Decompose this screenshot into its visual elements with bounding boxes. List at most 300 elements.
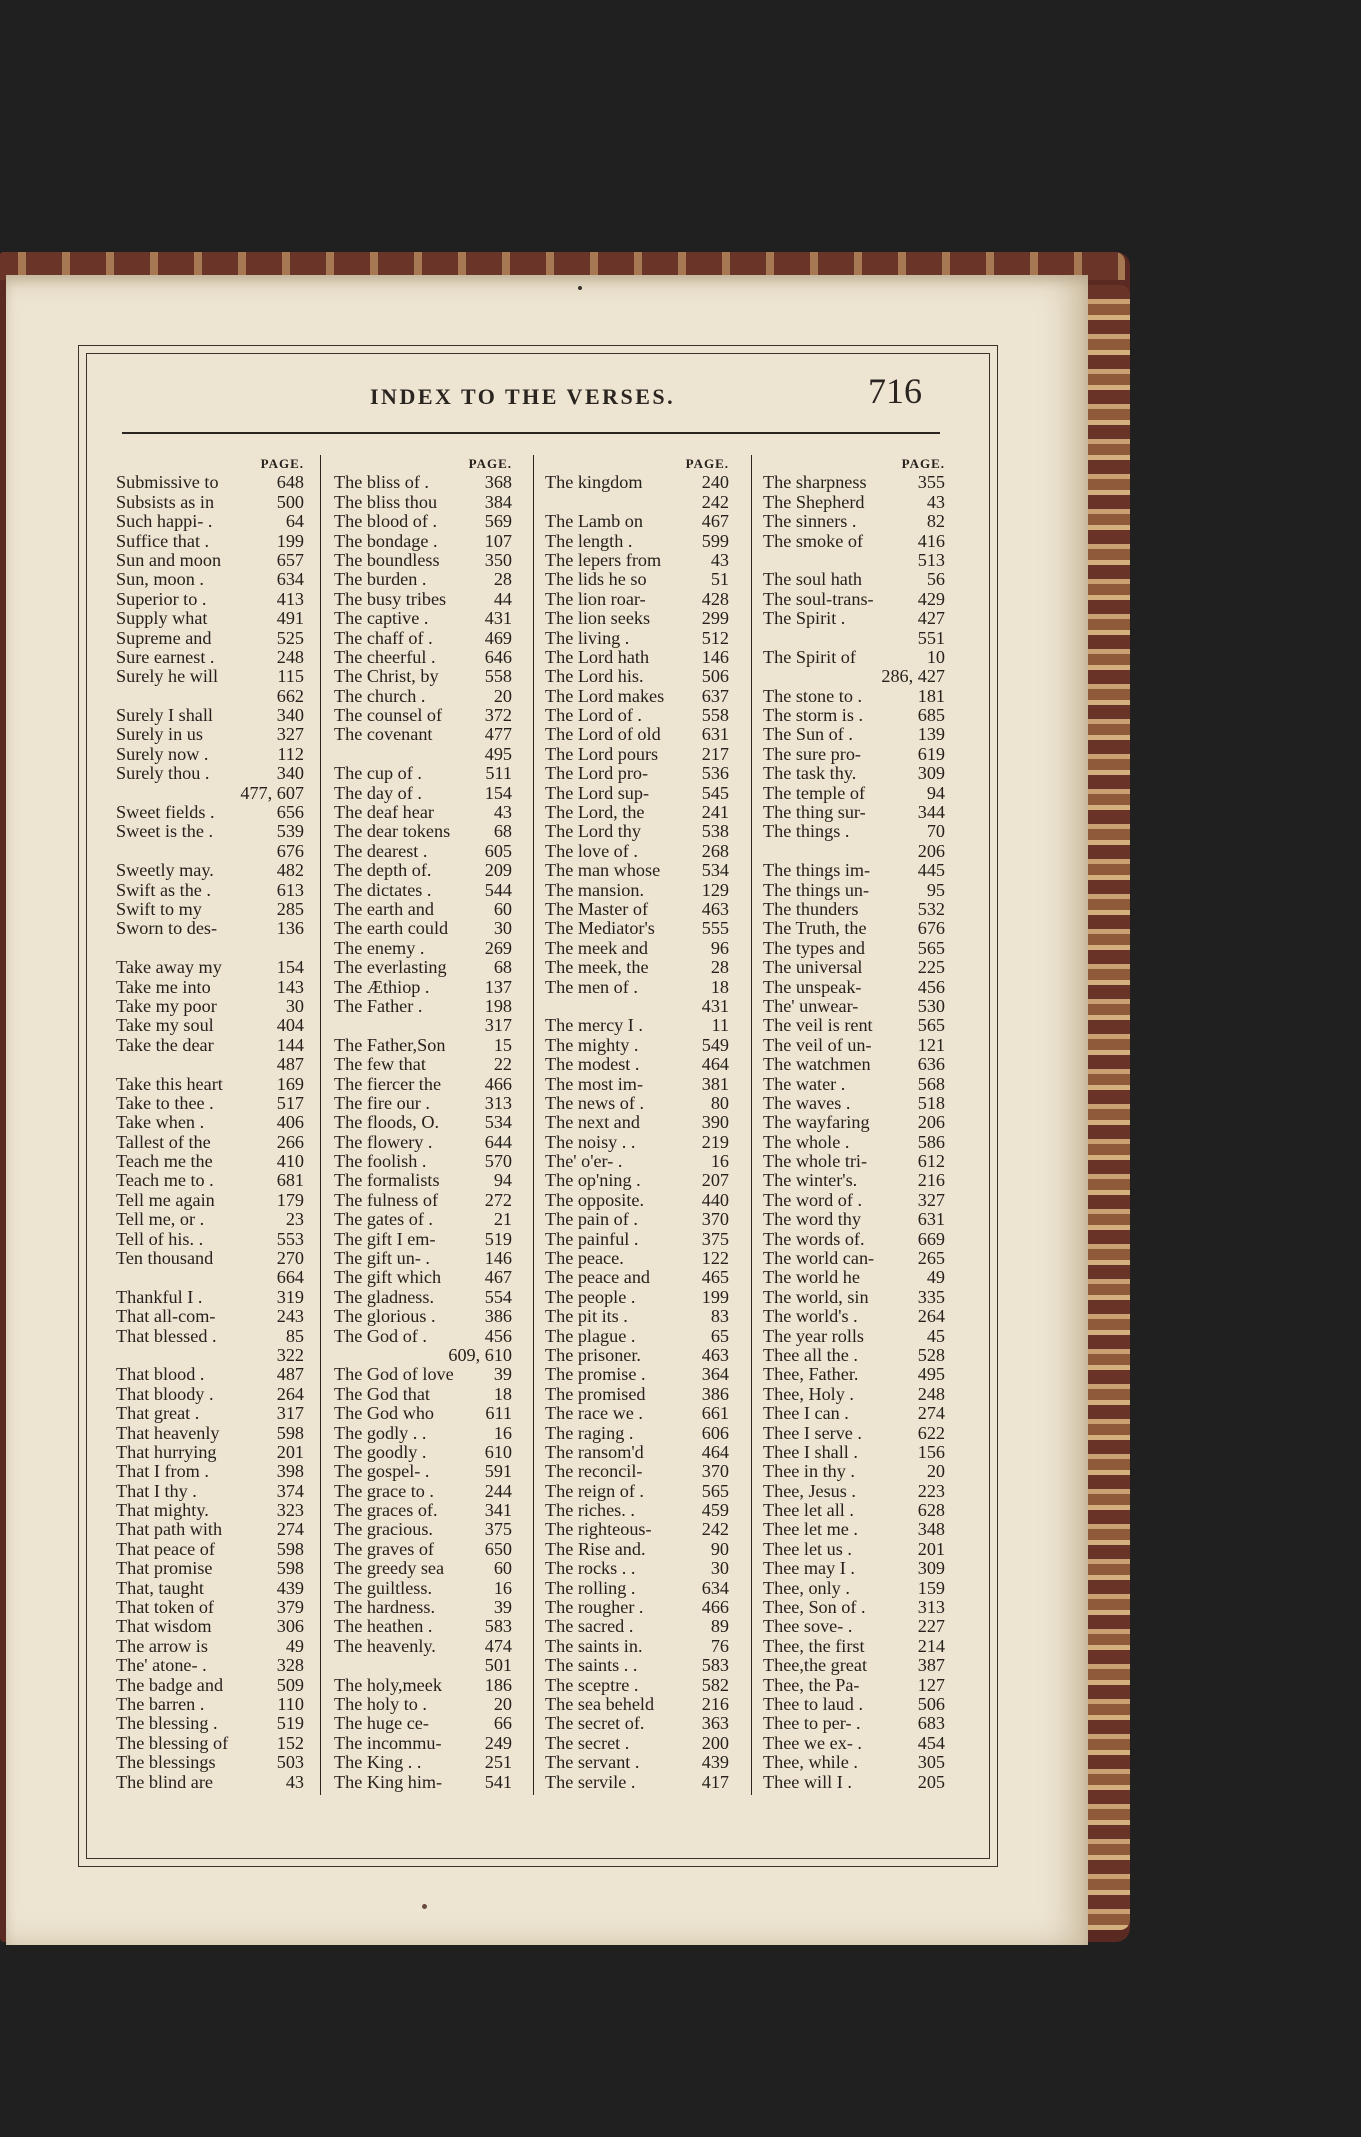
- entry-page: 534: [701, 860, 729, 881]
- index-entry: [116, 706, 304, 725]
- entry-first-line: The burden .: [334, 569, 427, 590]
- entry-page: 583: [701, 1655, 729, 1676]
- entry-first-line: That path with: [116, 1519, 223, 1540]
- entry-first-line: The busy tribes: [334, 588, 447, 609]
- index-entry: [116, 1520, 304, 1539]
- index-entry: [116, 803, 304, 822]
- entry-page: 22: [493, 1054, 512, 1075]
- entry-first-line: The day of .: [334, 782, 422, 803]
- entry-page: 44: [493, 588, 512, 609]
- entry-first-line: The word thy: [763, 1209, 861, 1230]
- entry-page: 598: [276, 1538, 304, 1559]
- entry-first-line: Superior to .: [116, 588, 207, 609]
- entry-first-line: Swift as the .: [116, 879, 211, 900]
- entry-page: 386: [701, 1383, 729, 1404]
- entry-page: 586: [917, 1131, 945, 1152]
- index-entry: [763, 958, 945, 977]
- entry-first-line: Thee, the first: [763, 1635, 865, 1656]
- entry-page: 532: [917, 898, 945, 919]
- index-entry: [334, 1598, 512, 1617]
- entry-first-line: The next and: [545, 1112, 640, 1133]
- entry-page: 431: [484, 608, 512, 629]
- index-entry: [116, 764, 304, 783]
- index-entry: [116, 570, 304, 589]
- entry-first-line: Thee, the Pa-: [763, 1674, 860, 1695]
- entry-page: 10: [926, 646, 945, 667]
- entry-page: 506: [917, 1694, 945, 1714]
- entry-page: 464: [701, 1441, 729, 1462]
- index-entry: [334, 1462, 512, 1481]
- entry-page: 669: [917, 1228, 945, 1249]
- index-entry: [545, 1094, 729, 1113]
- index-entry: [763, 1094, 945, 1113]
- entry-page: 506: [701, 666, 729, 687]
- index-entry: [545, 1540, 729, 1559]
- entry-first-line: The men of .: [545, 976, 638, 997]
- entry-page: 541: [484, 1771, 512, 1792]
- entry-page: 622: [917, 1422, 945, 1443]
- entry-page: 683: [917, 1713, 945, 1734]
- index-entry: [334, 1191, 512, 1210]
- index-entry: [545, 1191, 729, 1210]
- entry-page: 243: [276, 1306, 304, 1327]
- entry-first-line: Surely thou .: [116, 763, 210, 784]
- entry-first-line: The Lord pours: [545, 743, 659, 764]
- column-divider: [320, 455, 321, 1795]
- index-entry: [545, 1676, 729, 1695]
- index-entry: [545, 590, 729, 609]
- entry-first-line: Sweet fields .: [116, 802, 215, 823]
- entry-first-line: Surely in us: [116, 724, 203, 745]
- entry-first-line: The meek, the: [545, 957, 649, 978]
- entry-first-line: The reconcil-: [545, 1461, 643, 1482]
- entry-first-line: The enemy .: [334, 937, 425, 958]
- entry-first-line: The hardness.: [334, 1597, 436, 1618]
- index-entry: [334, 958, 512, 977]
- entry-page: 545: [701, 782, 729, 803]
- entry-first-line: Supreme and: [116, 627, 212, 648]
- index-entry: [763, 532, 945, 551]
- index-entry: [763, 1191, 945, 1210]
- entry-page: 549: [701, 1034, 729, 1055]
- entry-continuation-pages: 676: [276, 840, 304, 861]
- index-entry: [545, 512, 729, 531]
- entry-first-line: The sceptre .: [545, 1674, 639, 1695]
- entry-page: 491: [276, 608, 304, 629]
- entry-page: 207: [701, 1170, 729, 1191]
- index-entry: [545, 609, 729, 628]
- entry-page: 306: [276, 1616, 304, 1637]
- index-entry: [763, 1152, 945, 1171]
- entry-first-line: The saints in.: [545, 1635, 643, 1656]
- entry-page: 340: [276, 763, 304, 784]
- entry-page: 49: [285, 1635, 304, 1656]
- index-entry: [116, 473, 304, 492]
- entry-page: 344: [917, 802, 945, 823]
- entry-first-line: The King . .: [334, 1752, 422, 1773]
- entry-page: 94: [493, 1170, 512, 1191]
- index-entry: [116, 1094, 304, 1113]
- index-entry: [116, 1230, 304, 1249]
- entry-page: 328: [276, 1655, 304, 1676]
- index-entry: [545, 1714, 729, 1733]
- entry-first-line: The year rolls: [763, 1325, 864, 1346]
- entry-page: 570: [484, 1151, 512, 1172]
- entry-page: 152: [276, 1732, 304, 1753]
- entry-first-line: Ten thousand: [116, 1248, 214, 1269]
- index-entry: [334, 1617, 512, 1636]
- entry-page: 28: [493, 569, 512, 590]
- entry-page: 137: [484, 976, 512, 997]
- index-entry: [545, 1346, 729, 1365]
- entry-first-line: The Spirit of: [763, 646, 856, 667]
- entry-page: 200: [701, 1732, 729, 1753]
- entry-page: 500: [276, 491, 304, 512]
- entry-page: 272: [484, 1189, 512, 1210]
- index-entry: [116, 1773, 304, 1792]
- entry-first-line: The thing sur-: [763, 802, 866, 823]
- entry-page: 21: [493, 1209, 512, 1230]
- index-entry: [545, 939, 729, 958]
- index-entry: [116, 1734, 304, 1753]
- index-entry: [545, 1075, 729, 1094]
- entry-page: 410: [276, 1151, 304, 1172]
- entry-page: 370: [701, 1461, 729, 1482]
- entry-page: 509: [276, 1674, 304, 1695]
- entry-page: 387: [917, 1655, 945, 1676]
- entry-continuation-pages: 487: [276, 1054, 304, 1075]
- entry-first-line: The words of.: [763, 1228, 865, 1249]
- entry-first-line: The gospel- .: [334, 1461, 430, 1482]
- index-entry: [763, 764, 945, 783]
- index-entry: [334, 1404, 512, 1423]
- entry-first-line: The arrow is: [116, 1635, 208, 1656]
- entry-page: 18: [710, 976, 729, 997]
- entry-page: 112: [277, 743, 304, 764]
- entry-first-line: The rougher .: [545, 1597, 644, 1618]
- entry-first-line: Tell me, or .: [116, 1209, 205, 1230]
- entry-first-line: The graves of: [334, 1538, 434, 1559]
- entry-page: 634: [276, 569, 304, 590]
- entry-first-line: Thee will I .: [763, 1771, 852, 1792]
- entry-page: 39: [493, 1364, 512, 1385]
- entry-first-line: The task thy.: [763, 763, 857, 784]
- entry-page: 15: [493, 1034, 512, 1055]
- index-entry: [334, 473, 512, 492]
- entry-page: 327: [276, 724, 304, 745]
- entry-page: 569: [484, 511, 512, 532]
- entry-first-line: That I from .: [116, 1461, 209, 1482]
- entry-first-line: Sun, moon .: [116, 569, 204, 590]
- index-entry: [334, 1327, 512, 1346]
- index-entry: [334, 687, 512, 706]
- entry-first-line: The Æthiop .: [334, 976, 430, 997]
- entry-page: 648: [276, 472, 304, 493]
- entry-first-line: Sun and moon: [116, 549, 222, 570]
- entry-first-line: That wisdom: [116, 1616, 212, 1637]
- entry-first-line: Thee I serve .: [763, 1422, 862, 1443]
- index-entry: [763, 1346, 945, 1365]
- entry-page: 30: [493, 918, 512, 939]
- gilded-fore-edge: [1088, 285, 1130, 1930]
- entry-first-line: Thee, Father.: [763, 1364, 859, 1385]
- entry-page: 270: [276, 1248, 304, 1269]
- entry-page: 199: [701, 1286, 729, 1307]
- entry-page: 568: [917, 1073, 945, 1094]
- entry-first-line: The chaff of .: [334, 627, 433, 648]
- letter-gap: [116, 939, 304, 958]
- index-entry: [763, 687, 945, 706]
- entry-page: 146: [484, 1248, 512, 1269]
- column-divider: [533, 455, 534, 1795]
- entry-first-line: The Master of: [545, 898, 649, 919]
- entry-page: 558: [701, 705, 729, 726]
- index-entry: [334, 1365, 512, 1384]
- index-entry: [116, 1404, 304, 1423]
- entry-first-line: Thee we ex- .: [763, 1732, 862, 1753]
- entry-page: 610: [484, 1441, 512, 1462]
- entry-first-line: The world can-: [763, 1248, 875, 1269]
- entry-first-line: The plague .: [545, 1325, 636, 1346]
- entry-first-line: That hurrying: [116, 1441, 217, 1462]
- index-entry: [763, 1075, 945, 1094]
- entry-page: 43: [710, 549, 729, 570]
- entry-first-line: That, taught: [116, 1577, 204, 1598]
- index-entry: [116, 551, 304, 570]
- entry-page: 445: [917, 860, 945, 881]
- entry-first-line: The thunders: [763, 898, 859, 919]
- index-entry: [545, 842, 729, 861]
- index-entry: [763, 1637, 945, 1656]
- index-entry: [334, 1676, 512, 1695]
- entry-page: 30: [710, 1558, 729, 1579]
- entry-page: 89: [710, 1616, 729, 1637]
- index-entry: [334, 764, 512, 783]
- entry-page: 144: [276, 1034, 304, 1055]
- entry-first-line: That promise: [116, 1558, 213, 1579]
- entry-page: 636: [917, 1054, 945, 1075]
- entry-page: 16: [710, 1151, 729, 1172]
- index-entry: [116, 609, 304, 628]
- entry-first-line: The fulness of: [334, 1189, 439, 1210]
- entry-first-line: The opposite.: [545, 1189, 645, 1210]
- index-entry: [763, 1462, 945, 1481]
- index-entry: [545, 1133, 729, 1152]
- entry-first-line: That peace of: [116, 1538, 215, 1559]
- index-entry: [334, 939, 512, 958]
- entry-first-line: The Spirit .: [763, 608, 846, 629]
- entry-page: 309: [917, 1558, 945, 1579]
- entry-first-line: The Mediator's: [545, 918, 655, 939]
- entry-first-line: Thee may I .: [763, 1558, 855, 1579]
- index-entry: [545, 1579, 729, 1598]
- entry-first-line: The gracious.: [334, 1519, 433, 1540]
- entry-page: 634: [701, 1577, 729, 1598]
- index-entry: [116, 1075, 304, 1094]
- entry-first-line: The Lord makes: [545, 685, 665, 706]
- index-entry: [763, 570, 945, 589]
- index-entry: [545, 1520, 729, 1539]
- entry-page: 143: [276, 976, 304, 997]
- entry-page: 186: [484, 1674, 512, 1695]
- index-entry: [545, 1307, 729, 1326]
- index-entry: [334, 1113, 512, 1132]
- index-entry: [763, 997, 945, 1016]
- index-entry: [545, 1288, 729, 1307]
- entry-first-line: The prisoner.: [545, 1344, 641, 1365]
- index-entry: [334, 1520, 512, 1539]
- entry-page: 83: [710, 1306, 729, 1327]
- entry-page: 82: [926, 511, 945, 532]
- entry-first-line: The temple of: [763, 782, 866, 803]
- entry-page: 482: [276, 860, 304, 881]
- index-entry: [545, 1482, 729, 1501]
- entry-first-line: Thee in thy .: [763, 1461, 855, 1482]
- entry-page: 416: [917, 530, 945, 551]
- entry-first-line: The pit its .: [545, 1306, 628, 1327]
- entry-first-line: The promised: [545, 1383, 646, 1404]
- index-entry: [334, 551, 512, 570]
- entry-first-line: The blessing .: [116, 1713, 218, 1734]
- index-entry: [334, 493, 512, 512]
- entry-first-line: Thee to laud .: [763, 1694, 863, 1714]
- entry-first-line: That token of: [116, 1597, 214, 1618]
- index-entry: [763, 512, 945, 531]
- entry-first-line: Thankful I .: [116, 1286, 203, 1307]
- entry-page: 248: [917, 1383, 945, 1404]
- entry-page: 264: [276, 1383, 304, 1404]
- entry-first-line: The secret .: [545, 1732, 630, 1753]
- index-entry: [545, 900, 729, 919]
- entry-page: 107: [484, 530, 512, 551]
- entry-page: 406: [276, 1112, 304, 1133]
- entry-first-line: The Lord pro-: [545, 763, 649, 784]
- entry-first-line: The most im-: [545, 1073, 643, 1094]
- index-entry: [545, 1016, 729, 1035]
- index-entry: [116, 919, 304, 938]
- entry-first-line: The God that: [334, 1383, 430, 1404]
- entry-first-line: Take to thee .: [116, 1092, 214, 1113]
- index-entry: [545, 803, 729, 822]
- index-entry: [763, 1113, 945, 1132]
- entry-first-line: The gift I em-: [334, 1228, 436, 1249]
- entry-page: 681: [276, 1170, 304, 1191]
- column-head-page: PAGE.: [468, 456, 512, 471]
- entry-first-line: The smoke of: [763, 530, 864, 551]
- entry-page: 199: [276, 530, 304, 551]
- entry-page: 463: [701, 898, 729, 919]
- index-entry: [545, 667, 729, 686]
- index-entry: [334, 1268, 512, 1287]
- entry-page: 538: [701, 821, 729, 842]
- entry-first-line: The huge ce-: [334, 1713, 429, 1734]
- entry-first-line: Thee let me .: [763, 1519, 858, 1540]
- index-entry: [116, 1385, 304, 1404]
- entry-first-line: Thee, Son of .: [763, 1597, 866, 1618]
- entry-first-line: Tell me again: [116, 1189, 215, 1210]
- entry-page: 427: [917, 608, 945, 629]
- index-entry: [763, 1443, 945, 1462]
- entry-first-line: Surely now .: [116, 743, 209, 764]
- entry-first-line: That bloody .: [116, 1383, 214, 1404]
- entry-page: 439: [701, 1752, 729, 1773]
- entry-first-line: The barren .: [116, 1694, 205, 1714]
- index-entry: [545, 1210, 729, 1229]
- index-entry: [545, 1152, 729, 1171]
- index-entry: [334, 784, 512, 803]
- index-entry: [763, 1055, 945, 1074]
- entry-page: 323: [276, 1500, 304, 1521]
- index-entry: [116, 1462, 304, 1481]
- entry-first-line: The water .: [763, 1073, 846, 1094]
- entry-first-line: The heathen .: [334, 1616, 433, 1637]
- entry-page: 51: [710, 569, 729, 590]
- entry-first-line: The peace.: [545, 1248, 624, 1269]
- index-entry: [763, 609, 945, 628]
- index-entry: [545, 1385, 729, 1404]
- entry-first-line: The dictates .: [334, 879, 432, 900]
- entry-page: 583: [484, 1616, 512, 1637]
- index-entry: [334, 1773, 512, 1792]
- entry-page: 628: [917, 1500, 945, 1521]
- entry-first-line: The holy,meek: [334, 1674, 442, 1695]
- entry-page: 28: [710, 957, 729, 978]
- entry-page: 39: [493, 1597, 512, 1618]
- index-entry: [763, 473, 945, 492]
- entry-page: 23: [285, 1209, 304, 1230]
- index-entry: [116, 997, 304, 1016]
- index-entry: [116, 1365, 304, 1384]
- entry-first-line: The Lord thy: [545, 821, 641, 842]
- entry-page: 66: [493, 1713, 512, 1734]
- entry-page: 611: [485, 1403, 512, 1424]
- entry-first-line: That mighty.: [116, 1500, 209, 1521]
- entry-page: 30: [285, 995, 304, 1016]
- index-entry: [763, 900, 945, 919]
- entry-page: 554: [484, 1286, 512, 1307]
- index-entry: [334, 978, 512, 997]
- entry-page: 591: [484, 1461, 512, 1482]
- index-entry: [334, 1152, 512, 1171]
- entry-first-line: The foolish .: [334, 1151, 427, 1172]
- index-entry: [116, 1753, 304, 1772]
- index-entry: [545, 1365, 729, 1384]
- entry-first-line: The God of love: [334, 1364, 454, 1385]
- index-entry: [116, 1714, 304, 1733]
- entry-page: 274: [276, 1519, 304, 1540]
- entry-first-line: Such happi- .: [116, 511, 213, 532]
- entry-continuation-pages: 242: [701, 491, 729, 512]
- entry-page: 206: [917, 1112, 945, 1133]
- entry-page: 439: [276, 1577, 304, 1598]
- entry-page: 613: [276, 879, 304, 900]
- entry-page: 459: [701, 1500, 729, 1521]
- entry-first-line: The covenant: [334, 724, 433, 745]
- index-entry: [763, 1617, 945, 1636]
- entry-page: 216: [917, 1170, 945, 1191]
- entry-page: 43: [285, 1771, 304, 1792]
- entry-page: 136: [276, 918, 304, 939]
- index-entry: [116, 1540, 304, 1559]
- entry-first-line: Take this heart: [116, 1073, 223, 1094]
- entry-page: 201: [276, 1441, 304, 1462]
- entry-page: 49: [926, 1267, 945, 1288]
- index-entry: [763, 1656, 945, 1675]
- entry-first-line: That blessed .: [116, 1325, 217, 1346]
- entry-page: 179: [276, 1189, 304, 1210]
- entry-page: 68: [493, 821, 512, 842]
- entry-page: 428: [701, 588, 729, 609]
